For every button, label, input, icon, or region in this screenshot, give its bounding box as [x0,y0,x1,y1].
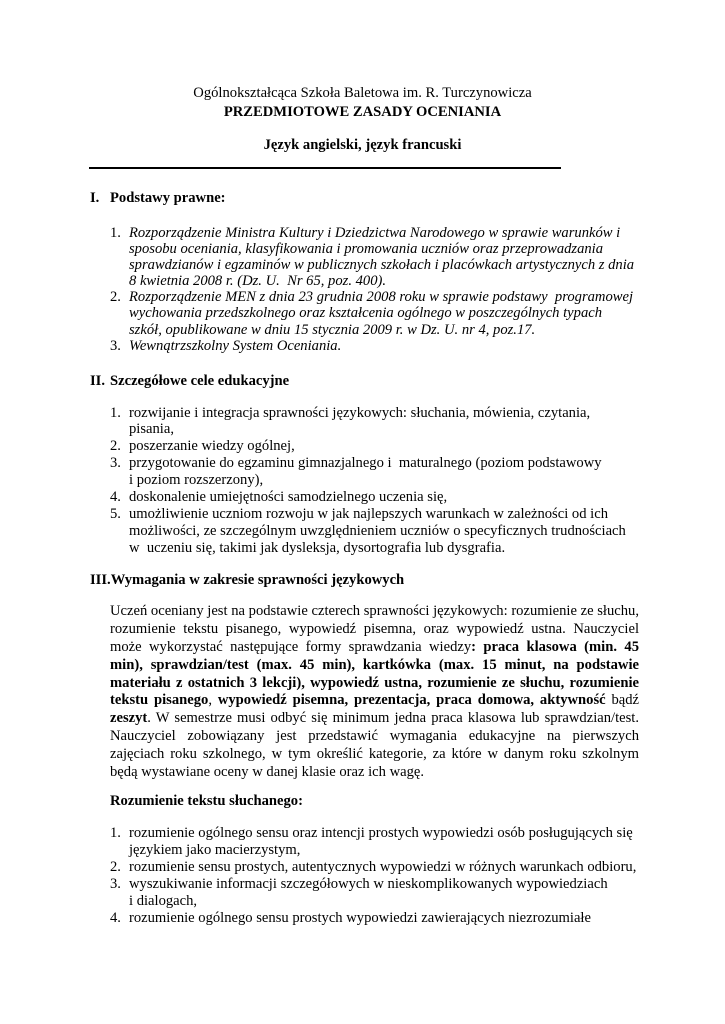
item-text-line: pisania, [129,421,174,438]
paragraph-line [110,675,639,693]
educational-goal-item [110,455,639,489]
paragraph-text-run: rozumienie tekstu pisanego, wypowiedź pisemna, oraz wypowiedź ustna. Nauczyciel [110,620,639,637]
item-text [129,910,639,927]
paragraph-bold-run: min), sprawdzian/test (max. 45 min), kartkówka (max. 15 minut, na podstawie [110,656,639,673]
item-text [129,825,639,859]
item-number: 3. [110,875,121,892]
item-number: 2. [110,438,121,455]
item-text-line: rozumienie sensu prostych, autentycznych wypowiedzi w różnych warunkach odbioru, [129,858,637,875]
item-number: 4. [110,488,121,505]
item-text-line: rozwijanie i integracja sprawności językowych: słuchania, mówienia, czytania, [129,404,591,421]
document-title: PRZEDMIOTOWE ZASADY OCENIANIA [223,104,502,120]
listening-comprehension-heading: Rozumienie tekstu słuchanego: [110,793,303,809]
requirements-paragraph [110,603,639,782]
item-text [129,489,639,506]
legal-basis-item [110,289,639,337]
listening-comprehension-list [110,825,639,927]
item-number: 3. [110,337,121,354]
subject-title: Język angielski, język francuski [263,137,462,153]
item-text-line: wyszukiwanie informacji szczegółowych w nieskomplikowanych wypowiedziach [129,875,608,892]
item-number: 1. [110,404,121,421]
paragraph-line [110,728,639,746]
section-title: Szczegółowe cele edukacyjne [110,373,290,389]
item-text-line: przygotowanie do egzaminu gimnazjalnego i maturalnego (poziom podstawowy [129,455,602,472]
listening-skill-item [110,910,639,927]
educational-goals-list [110,405,639,557]
item-text-line: poszerzanie wiedzy ogólnej, [129,438,295,455]
listening-skill-item [110,859,639,876]
item-text-line: umożliwienie uczniom rozwoju w jak najlepszych warunkach w zależności od ich [129,505,608,522]
paragraph-bold-run: tekstu pisanego [110,692,209,709]
item-text-line: rozumienie ogólnego sensu oraz intencji prostych wypowiedzi osób posługujących się [129,824,633,841]
legal-basis-list [110,225,639,354]
item-text-line: Rozporządzenie Ministra Kultury i Dziedzictwa Narodowego w sprawie warunków i [129,225,621,241]
paragraph-bold-run: wypowiedź pisemna, prezentacja, praca domowa, aktywność [217,692,606,709]
section-title: Podstawy prawne: [110,190,226,206]
paragraph-bold-run: zeszyt [110,710,148,727]
item-number: 4. [110,909,121,926]
paragraph-text-run: Uczeń oceniany jest na podstawie czterech sprawności językowych: rozumienie ze słuchu, [110,603,639,619]
school-name: Ogólnokształcąca Szkoła Baletowa im. R. Turczynowicza [193,85,532,101]
section-heading-legal-basis [90,189,226,207]
item-text-line: doskonalenie umiejętności samodzielnego uczenia się, [129,488,448,505]
item-text [129,455,639,489]
item-text [129,876,639,910]
item-number: 1. [110,225,121,241]
paragraph-line [110,603,639,621]
item-number: 1. [110,824,121,841]
item-number: 2. [110,858,121,875]
item-text [129,438,639,455]
paragraph-text-run: zajęciach roku szkolnego, w tym określić kategorie, za które w danym roku szkolnym [110,746,639,763]
paragraph-text-run: bądź [605,692,640,709]
item-number: 5. [110,505,121,522]
item-text [129,289,639,337]
paragraph-text-run: będą wystawiane oceny w danej klasie oraz ich wagę. [110,764,425,781]
educational-goal-item [110,489,639,506]
section-numeral: II. [90,373,106,389]
section-title: Wymagania w zakresie sprawności językowych [110,572,405,588]
paragraph-text-run: może wykorzystać następujące formy sprawdzania wiedzy [110,638,472,655]
educational-goal-item [110,506,639,557]
item-text-line: szkół, opublikowane w dniu 15 stycznia 2009 r. w Dz. U. nr 4, poz.17. [129,321,536,338]
paragraph-line [110,621,639,639]
item-text-line: rozumienie ogólnego sensu prostych wypowiedzi zawierających niezrozumiałe [129,909,591,926]
paragraph-text-run: Nauczyciel zobowiązany jest przedstawić wymagania edukacyjne na pierwszych [110,728,639,745]
item-text-line: w uczeniu się, takimi jak dysleksja, dysortografia lub dysgrafia. [129,539,506,556]
item-text-line: możliwości, ze szczególnym uwzględnieniem uczniów o specyficznych trudnościach [129,522,626,539]
paragraph-line [110,746,639,764]
section-numeral: III. [90,572,111,588]
item-text-line: i poziom rozszerzony), [129,472,264,489]
item-text [129,405,639,439]
item-text-line: 8 kwietnia 2008 r. (Dz. U. Nr 65, poz. 400). [129,273,387,290]
item-text [129,225,639,289]
section-heading-educational-goals [90,372,289,390]
paragraph-line [110,639,639,657]
listening-skill-item [110,876,639,910]
item-text-line: Wewnątrzszkolny System Oceniania. [129,337,342,354]
paragraph-bold-run: : praca klasowa (min. 45 [471,638,639,655]
legal-basis-item [110,338,639,354]
legal-basis-item [110,225,639,289]
listening-skill-item [110,825,639,859]
educational-goal-item [110,405,639,439]
paragraph-line [110,657,639,675]
item-number: 2. [110,289,121,306]
item-text [129,506,639,557]
item-text-line: Rozporządzenie MEN z dnia 23 grudnia 2008 roku w sprawie podstawy programowej [129,289,634,306]
horizontal-rule [89,167,561,169]
paragraph-text-run: , [208,692,218,709]
item-number: 3. [110,455,121,472]
item-text [129,338,639,354]
educational-goal-item [110,438,639,455]
item-text [129,859,639,876]
item-text-line: sprawdzianów i egzaminów w publicznych szkołach i placówkach artystycznych z dnia [129,257,635,274]
item-text-line: i dialogach, [129,892,198,909]
section-heading-language-skills [90,571,404,589]
item-text-line: sposobu oceniania, klasyfikowania i promowania uczniów oraz przeprowadzania [129,241,604,258]
section-numeral: I. [90,190,100,206]
item-text-line: językiem jako macierzystym, [129,841,301,858]
paragraph-line [110,692,639,710]
item-text-line: wychowania przedszkolnego oraz kształcenia ogólnego w poszczególnych typach [129,305,603,322]
paragraph-line [110,710,639,728]
paragraph-bold-run: materiału z ostatnich 3 lekcji), wypowiedź ustna, rozumienie ze słuchu, rozumienie [110,674,639,691]
paragraph-text-run: . W semestrze musi odbyć się minimum jedna praca klasowa lub sprawdzian/test. [147,710,639,727]
paragraph-line [110,764,639,782]
